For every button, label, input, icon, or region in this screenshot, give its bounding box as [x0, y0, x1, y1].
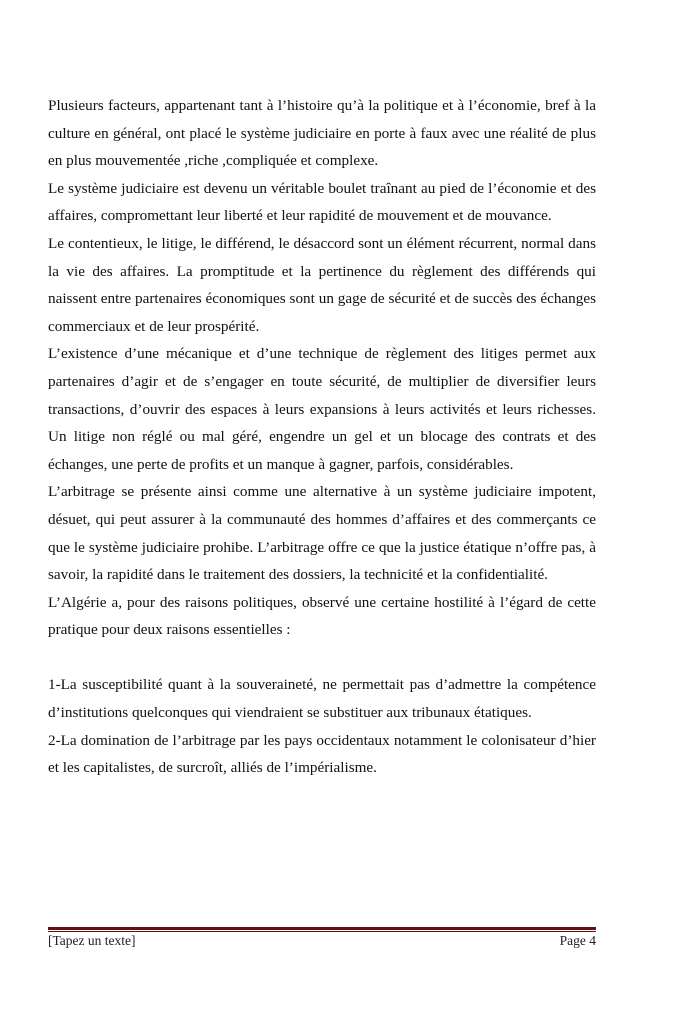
footer-divider-thin	[48, 931, 596, 932]
paragraph: L’Algérie a, pour des raisons politiques, observé une certaine hostilité à l’égard de cette pratique pour deux raisons essentielles :	[48, 593, 596, 639]
paragraph: Le système judiciaire est devenu un véritable boulet traînant au pied de l’économie et des affaires, compromettant leur liberté et leur rapidité de mouvement et de mouvance.	[48, 179, 596, 225]
paragraph: L’arbitrage se présente ainsi comme une alternative à un système judiciaire impotent, désuet, qui peut assurer à la communauté des hommes d’affaires et des commerçants ce que le système judiciaire prohibe. L’arbitrage offre ce que la justice étatique n’offre pas, à savoir, la rapidité dans le traitement des dossiers, la technicité et la confidentialité.	[48, 483, 596, 584]
footer-divider	[48, 927, 596, 930]
footer-placeholder-text[interactable]: [Tapez un texte]	[48, 933, 136, 948]
paragraph: L’existence d’une mécanique et d’une technique de règlement des litiges permet aux partenaires d’agir et de s’engager en toute sécurité, de multiplier de diversifier leurs transactions, d’ouvrir des espaces à leurs expansions à leurs activités et leurs richesses. Un litige non réglé ou mal géré, engendre un gel et un blocage des contrats et des échanges, une perte de profits et un manque à gagner, parfois, considérables.	[48, 345, 596, 473]
list-item: 2-La domination de l’arbitrage par les pays occidentaux notamment le colonisateur d’hier et les capitalistes, de surcroît, alliés de l’impérialisme.	[48, 731, 596, 777]
list-item: 1-La susceptibilité quant à la souveraineté, ne permettait pas d’admettre la compétence d’institutions quelconques qui viendraient se substituer aux tribunaux étatiques.	[48, 676, 596, 722]
paragraph: Le contentieux, le litige, le différend, le désaccord sont un élément récurrent, normal dans la vie des affaires. La promptitude et la pertinence du règlement des différends qui naissent entre partenaires économiques sont un gage de sécurité et de succès des échanges commerciaux et de leur prospérité.	[48, 234, 596, 335]
paragraph: Plusieurs facteurs, appartenant tant à l’histoire qu’à la politique et à l’économie, bref à la culture en général, ont placé le système judiciaire en porte à faux avec une réalité de plus en plus mouvementée ,riche ,compliquée et complexe.	[48, 97, 596, 170]
page-number: Page 4	[559, 933, 596, 948]
blank-line	[48, 644, 596, 672]
body-text	[48, 92, 596, 782]
